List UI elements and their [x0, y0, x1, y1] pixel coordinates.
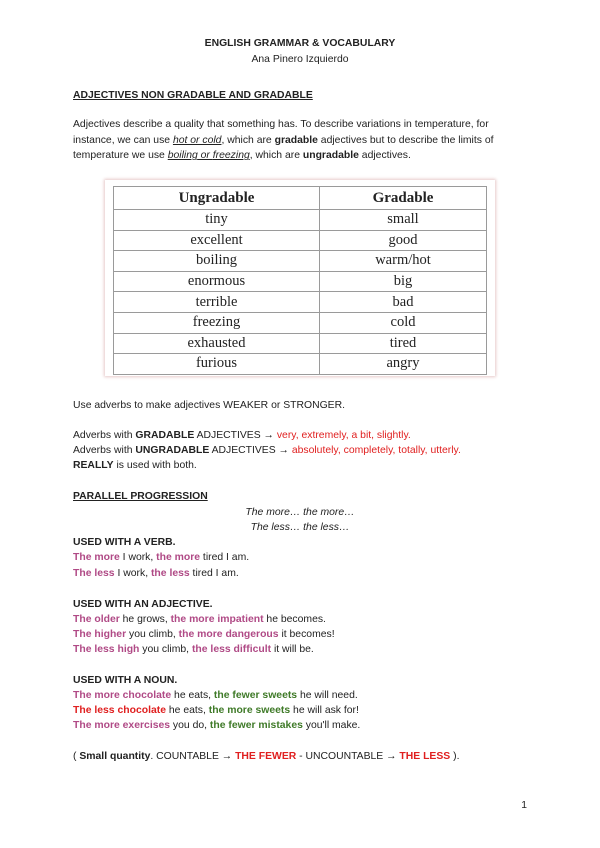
gradable-adverb-list: very, extremely, a bit, slightly.: [276, 430, 411, 441]
phrase-d: you'll make.: [302, 720, 361, 731]
line-text: Adverbs with: [73, 445, 136, 456]
note-text: UNCOUNTABLE →: [305, 751, 400, 762]
example-sentence: [73, 627, 335, 643]
phrase-a: The more exercises: [73, 720, 171, 731]
phrase-b: you climb,: [139, 644, 192, 655]
small-quantity-note: [73, 749, 459, 765]
phrase-d: he will need.: [297, 690, 358, 701]
adverbs-gradable-line: [73, 428, 411, 444]
line-text: Adverbs with: [73, 430, 136, 441]
example-sentence: [73, 703, 359, 719]
example-sentence: [73, 566, 239, 582]
author-name: Ana Pinero Izquierdo: [251, 54, 349, 65]
phrase-c: the more impatient: [170, 614, 264, 625]
example-sentence: [73, 688, 358, 704]
example-sentence: [73, 550, 249, 566]
term-ungradable: UNGRADABLE: [135, 445, 210, 456]
section-heading-parallel: PARALLEL PROGRESSION: [73, 491, 208, 502]
note-text: . COUNTABLE →: [150, 751, 236, 762]
phrase-d: tired I am.: [200, 552, 250, 563]
cell-gradable: good: [320, 230, 487, 251]
note-text: (: [73, 751, 80, 762]
table-row: [114, 333, 487, 354]
section-heading-adjectives: ADJECTIVES NON GRADABLE AND GRADABLE: [73, 90, 313, 101]
document-title: ENGLISH GRAMMAR & VOCABULARY: [204, 38, 396, 49]
header-gradable: Gradable: [320, 187, 487, 210]
example-boiling: boiling: [167, 150, 198, 162]
intro-text: Adjectives describe a quality that something has. To describe variations in temperature, for instance, we can use: [73, 119, 489, 146]
phrase-d: tired I am.: [189, 568, 239, 579]
phrase-c: the more sweets: [208, 705, 291, 716]
phrase-a: The more chocolate: [73, 690, 172, 701]
really-line: [73, 458, 197, 474]
term-gradable: GRADABLE: [135, 430, 195, 441]
adverbs-ungradable-line: [73, 443, 461, 459]
cell-ungradable: furious: [114, 354, 320, 375]
cell-ungradable: exhausted: [114, 333, 320, 354]
adjectives-table-frame: [105, 180, 495, 376]
intro-text: or: [197, 150, 213, 162]
cell-ungradable: boiling: [114, 251, 320, 272]
intro-text: , which are: [221, 134, 275, 146]
table-row: [114, 251, 487, 272]
phrase-c: the fewer mistakes: [209, 720, 303, 731]
intro-text: adjectives.: [358, 150, 411, 162]
phrase-a: The more: [73, 552, 120, 563]
phrase-c: the more dangerous: [178, 629, 279, 640]
cell-gradable: warm/hot: [320, 251, 487, 272]
intro-paragraph: [73, 117, 533, 164]
table-row: [114, 292, 487, 313]
term-the-less: THE LESS: [399, 751, 451, 762]
example-sentence: [73, 612, 326, 628]
cell-ungradable: excellent: [114, 230, 320, 251]
page-number: 1: [521, 800, 527, 811]
example-sentence: [73, 642, 314, 658]
line-text: ADJECTIVES →: [209, 445, 292, 456]
term-small-quantity: Small quantity: [79, 751, 151, 762]
phrase-d: it becomes!: [278, 629, 335, 640]
table-row: [114, 312, 487, 333]
table-row: [114, 354, 487, 375]
phrase-d: it will be.: [271, 644, 314, 655]
term-ungradable: ungradable: [302, 150, 359, 162]
phrase-a: The less high: [73, 644, 140, 655]
phrase-b: you do,: [170, 720, 210, 731]
phrase-b: you climb,: [126, 629, 179, 640]
phrase-c: the more: [156, 552, 201, 563]
phrase-c: the less: [150, 568, 190, 579]
subheading-adjective: USED WITH AN ADJECTIVE.: [73, 599, 213, 610]
example-hot-cold: hot or cold: [172, 134, 222, 146]
intro-text: adjectives but to describe the limits of temperature we use: [73, 134, 494, 162]
cell-gradable: small: [320, 210, 487, 231]
phrase-a: The higher: [73, 629, 127, 640]
example-freezing: freezing: [212, 150, 250, 162]
cell-gradable: big: [320, 271, 487, 292]
cell-gradable: cold: [320, 312, 487, 333]
table-row: [114, 210, 487, 231]
line-text: is used with both.: [113, 460, 197, 471]
cell-gradable: angry: [320, 354, 487, 375]
phrase-c: the fewer sweets: [213, 690, 298, 701]
phrase-b: he grows,: [119, 614, 171, 625]
phrase-b: he eats,: [171, 690, 214, 701]
pattern-more: The more… the more…: [245, 507, 355, 518]
subheading-noun: USED WITH A NOUN.: [73, 675, 178, 686]
table-header-row: [114, 187, 487, 210]
line-text: ADJECTIVES →: [194, 430, 277, 441]
phrase-b: I work,: [114, 568, 151, 579]
term-the-fewer: THE FEWER: [235, 751, 297, 762]
cell-ungradable: enormous: [114, 271, 320, 292]
subheading-verb: USED WITH A VERB.: [73, 537, 176, 548]
table-row: [114, 271, 487, 292]
phrase-d: he becomes.: [263, 614, 326, 625]
term-really: REALLY: [73, 460, 114, 471]
header-ungradable: Ungradable: [114, 187, 320, 210]
ungradable-adverb-list: absolutely, completely, totally, utterly.: [291, 445, 461, 456]
phrase-a: The less chocolate: [73, 705, 166, 716]
phrase-d: he will ask for!: [290, 705, 359, 716]
cell-gradable: tired: [320, 333, 487, 354]
cell-gradable: bad: [320, 292, 487, 313]
pattern-less: The less… the less…: [250, 522, 350, 533]
cell-ungradable: freezing: [114, 312, 320, 333]
adjectives-table: [113, 186, 487, 375]
note-text: -: [296, 751, 306, 762]
phrase-b: I work,: [119, 552, 157, 563]
note-text: ).: [450, 751, 460, 762]
table-row: [114, 230, 487, 251]
term-gradable: gradable: [274, 134, 318, 146]
phrase-c: the less difficult: [191, 644, 272, 655]
adverbs-intro: Use adverbs to make adjectives WEAKER or STRONGER.: [73, 400, 345, 411]
phrase-b: he eats,: [165, 705, 209, 716]
example-sentence: [73, 718, 360, 734]
phrase-a: The less: [73, 568, 115, 579]
intro-text: , which are: [249, 150, 303, 162]
cell-ungradable: tiny: [114, 210, 320, 231]
cell-ungradable: terrible: [114, 292, 320, 313]
phrase-a: The older: [73, 614, 120, 625]
